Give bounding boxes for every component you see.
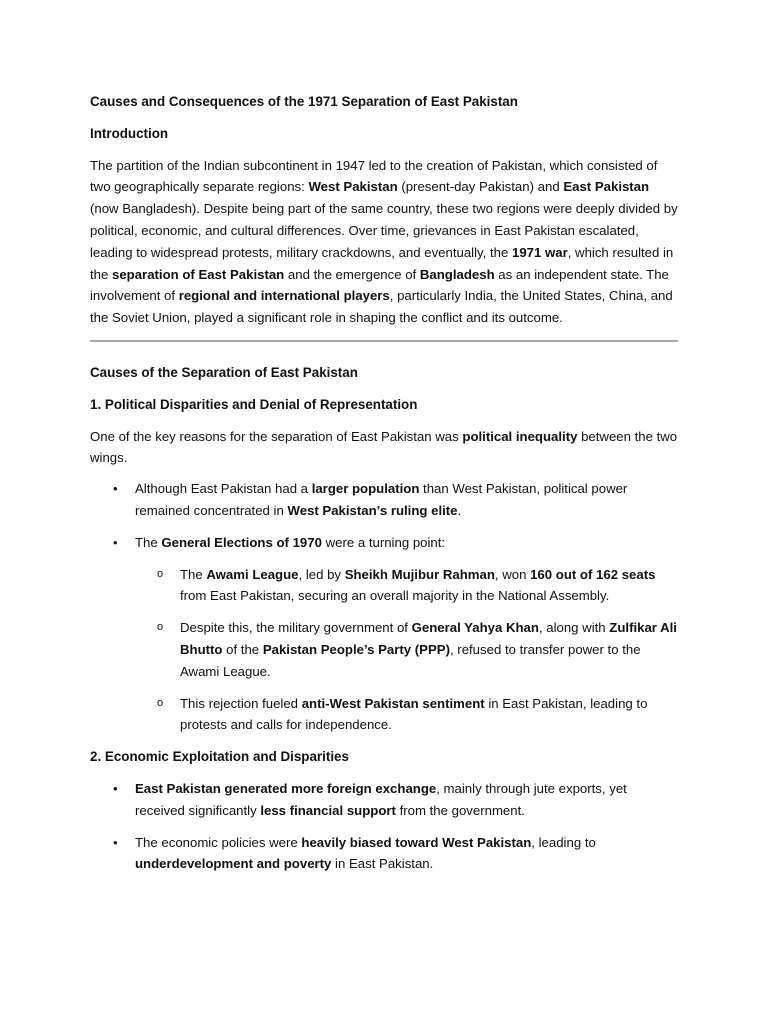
section-2-bullet-list <box>90 778 680 875</box>
text-run: in East Pakistan. <box>331 856 434 872</box>
text-run: . <box>457 502 462 518</box>
text-run: This rejection fueled <box>180 695 302 711</box>
bullet-item <box>90 478 680 522</box>
bullet-item <box>90 832 680 876</box>
document-page <box>90 91 680 885</box>
bullet-item <box>90 778 680 822</box>
text-run: Despite this, the military government of <box>180 620 412 636</box>
introduction-paragraph <box>90 155 680 329</box>
text-run: Although East Pakistan had a <box>135 481 312 497</box>
text-run: than West Pakistan, political power remained concentrated in <box>135 481 628 518</box>
sub-bullet-text <box>180 620 677 679</box>
text-run: , refused to transfer power to the Awami League. <box>180 641 641 679</box>
bold-text: underdevelopment and poverty <box>135 856 332 872</box>
section-2-heading: 2. Economic Exploitation and Disparities <box>90 749 349 765</box>
bold-text: 160 out of 162 seats <box>530 566 656 582</box>
sub-bullet-text <box>180 696 647 733</box>
section-1-bullet-list <box>90 478 680 736</box>
text-run: of the <box>222 641 263 657</box>
text-run: (present-day Pakistan) and <box>397 179 564 195</box>
text-run: as an independent state. The involvement of <box>90 266 669 304</box>
bold-text: political inequality <box>462 428 578 444</box>
bold-text: Awami League <box>206 566 299 582</box>
bold-text: Sheikh Mujibur Rahman <box>344 566 495 582</box>
bullet-icon: • <box>113 834 118 850</box>
bullet-icon: • <box>113 481 118 497</box>
bullet-text <box>135 781 627 818</box>
text-run: , leading to <box>531 834 596 850</box>
sub-bullet-item <box>135 617 680 682</box>
circle-bullet-icon: o <box>157 621 164 634</box>
bullet-icon: • <box>113 780 118 796</box>
sub-bullet-item <box>135 693 680 737</box>
text-run: The partition of the Indian subcontinent in 1947 led to the creation of Pakistan, which consisted of two geographically separate regions: <box>90 157 658 195</box>
text-run: from East Pakistan, securing an overall majority in the National Assembly. <box>180 588 610 604</box>
sub-bullet-text <box>180 567 655 604</box>
section-1-heading: 1. Political Disparities and Denial of Representation <box>90 396 418 412</box>
bold-text: larger population <box>311 481 420 497</box>
circle-bullet-icon: o <box>157 567 164 580</box>
text-run: , along with <box>538 620 610 636</box>
bullet-text <box>135 481 627 518</box>
bold-text: General Elections of 1970 <box>161 534 322 550</box>
text-run: between the two wings. <box>90 428 678 466</box>
text-run: The <box>180 566 207 582</box>
circle-bullet-icon: o <box>157 696 164 709</box>
text-run: and the emergence of <box>284 266 420 282</box>
bold-text: anti-West Pakistan sentiment <box>301 695 485 711</box>
bold-text: East Pakistan generated more foreign exchange <box>135 780 437 796</box>
text-run: , mainly through jute exports, yet received significantly <box>135 780 627 818</box>
text-run: from the government. <box>395 802 525 818</box>
bold-text: General Yahya Khan <box>411 620 539 636</box>
bold-text: Bangladesh <box>419 266 495 282</box>
bold-text: Pakistan People’s Party (PPP) <box>262 641 450 657</box>
document-title: Causes and Consequences of the 1971 Separation of East Pakistan <box>90 94 518 109</box>
text-run: (now Bangladesh). Despite being part of the same country, these two regions were deeply divided by political, economic, and cultural differences. Over time, grievances in East Pakistan escalated, leading to widespread protests, military crackdowns, and eventually, the <box>90 201 678 260</box>
sub-bullet-item <box>135 564 680 608</box>
horizontal-divider <box>90 340 678 342</box>
bold-text: Zulfikar Ali Bhutto <box>180 620 677 657</box>
bullet-text <box>135 835 596 872</box>
text-run: were a turning point: <box>321 534 446 550</box>
section-1-paragraph <box>90 426 680 470</box>
introduction-heading: Introduction <box>90 125 169 141</box>
text-run: One of the key reasons for the separation of East Pakistan was <box>90 428 463 444</box>
bold-text: separation of East Pakistan <box>112 266 285 282</box>
bold-text: West Pakistan’s ruling elite <box>287 502 458 518</box>
bullet-icon: • <box>113 534 118 550</box>
bold-text: East Pakistan <box>563 179 650 195</box>
text-run: , which resulted in the <box>90 244 674 282</box>
text-run: The <box>135 534 162 550</box>
text-run: The economic policies were <box>135 834 302 850</box>
bold-text: heavily biased toward West Pakistan <box>301 834 532 850</box>
bold-text: West Pakistan <box>308 179 398 195</box>
causes-heading: Causes of the Separation of East Pakistan <box>90 364 358 380</box>
bullet-text <box>135 535 445 550</box>
text-run: , particularly India, the United States, China, and the Soviet Union, played a significant role in shaping the conflict and its outcome. <box>90 288 673 326</box>
bold-text: less financial support <box>260 802 396 818</box>
text-run: in East Pakistan, leading to protests and calls for independence. <box>180 695 648 733</box>
sub-bullet-list <box>135 564 680 737</box>
text-run: , won <box>494 566 531 582</box>
bold-text: regional and international players <box>178 288 390 304</box>
text-run: , led by <box>298 566 345 582</box>
bullet-item <box>90 532 680 736</box>
bold-text: 1971 war <box>511 244 568 260</box>
